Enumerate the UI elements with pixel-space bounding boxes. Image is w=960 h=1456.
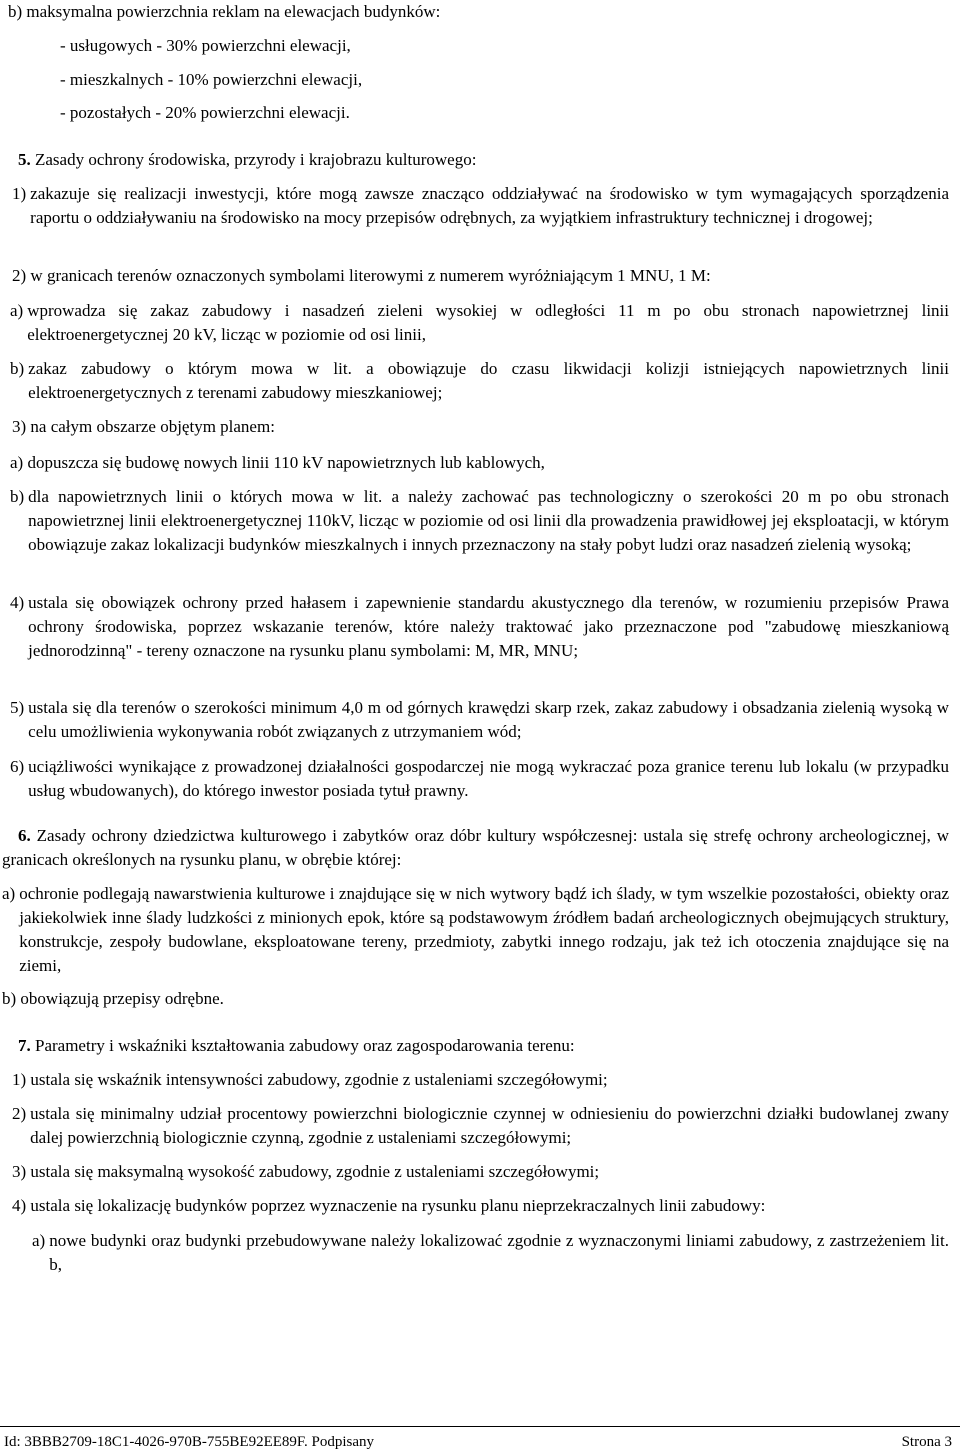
list-item: - pozostałych - 20% powierzchni elewacji. xyxy=(60,103,350,122)
item-letter: a) xyxy=(2,884,16,903)
paragraph xyxy=(10,591,949,663)
footer-divider xyxy=(0,1426,960,1427)
paragraph xyxy=(10,485,949,557)
paragraph-text: ustala się minimalny udział procentowy powierzchni biologicznie czynnej w odniesieniu do powierzchni działki budowlanej zwany dalej powierzchnią biologicznie czynną, zgodnie z ustaleniami szczegółowymi; xyxy=(30,1104,949,1147)
section-number: 5. xyxy=(18,150,31,169)
paragraph: 3) ustala się maksymalną wysokość zabudowy, zgodnie z ustaleniami szczegółowymi; xyxy=(12,1162,600,1181)
paragraph-number: 5) xyxy=(10,698,25,717)
paragraph: 4) ustala się lokalizację budynków poprzez wyznaczenie na rysunku planu nieprzekraczalnych linii zabudowy: xyxy=(12,1196,766,1215)
paragraph-text: ustala się obowiązek ochrony przed hałasem i zapewnienie standardu akustycznego dla terenów, w rozumieniu przepisów Prawa ochrony środowiska, poprzez wskazanie terenów, które należy traktować jako przeznaczone pod "zabudowę mieszkaniową jednorodzinną" - tereny oznaczone na rysunku planu symbolami: M, MR, MNU; xyxy=(28,593,949,660)
item-text: ochronie podlegają nawarstwienia kulturowe i znajdujące się w nich wytwory bądź ich ślady, w tym wszelkie pozostałości, obiekty oraz jakiekolwiek inne ślady ludzkości z minionych epok, które są podstawowym źródłem badań archeologicznych obejmujących struktury, konstrukcje, zespoły budowlane, eksploatowane tereny, przedmioty, zabytki innego rodzaju, jak też ich otoczenia znajdujące się na ziemi, xyxy=(19,884,949,975)
item-letter: a) xyxy=(32,1231,46,1250)
paragraph xyxy=(10,299,949,347)
section-7-heading xyxy=(18,1034,575,1058)
paragraph xyxy=(2,882,949,978)
section-number: 7. xyxy=(18,1036,31,1055)
paragraph-text: uciążliwości wynikające z prowadzonej działalności gospodarczej nie mogą wykraczać poza granice terenu lub lokalu (w przypadku usług wbudowanych), do którego inwestor posiada tytuł prawny. xyxy=(28,757,949,800)
section-5-heading xyxy=(18,148,476,172)
section-b-heading: b) maksymalna powierzchnia reklam na elewacjach budynków: xyxy=(8,2,441,21)
paragraph-text: ustala się dla terenów o szerokości minimum 4,0 m od górnych krawędzi skarp rzek, zakaz zabudowy i obsadzania zielenią wysoką w celu umożliwienia wykonywania robót związanych z utrzymaniem wód; xyxy=(28,698,949,741)
paragraph xyxy=(10,357,949,405)
section-number: 6. xyxy=(18,826,31,845)
paragraph xyxy=(10,696,949,744)
section-title: Zasady ochrony środowiska, przyrody i krajobrazu kulturowego: xyxy=(35,150,477,169)
paragraph-number: 2) xyxy=(12,1104,27,1123)
item-letter: a) xyxy=(10,301,24,320)
paragraph: 3) na całym obszarze objętym planem: xyxy=(12,417,275,436)
list-item: - usługowych - 30% powierzchni elewacji, xyxy=(60,36,351,55)
page-number: Strona 3 xyxy=(901,1434,952,1450)
item-letter: b) xyxy=(10,487,25,506)
item-text: zakaz zabudowy o którym mowa w lit. a obowiązuje do czasu likwidacji kolizji istniejących napowietrznych linii elektroenergetycznych z terenami zabudowy mieszkaniowej; xyxy=(28,359,949,402)
item-text: dla napowietrznych linii o których mowa w lit. a należy zachować pas technologiczny o szerokości 20 m po obu stronach napowietrznej linii elektroenergetycznej 110kV, licząc w poziomie od osi linii dla prowadzenia prawidłowej jej eksploatacji, w którym obowiązuje zakaz lokalizacji budynków mieszkalnych i innych przeznaczony na stały pobyt ludzi oraz nasadzeń zielenią wysoką; xyxy=(28,487,949,554)
item-text: nowe budynki oraz budynki przebudowywane należy lokalizować zgodnie z wyznaczonymi liniami zabudowy, z zastrzeżeniem lit. b, xyxy=(49,1231,949,1274)
section-6-heading xyxy=(2,824,949,872)
list-item: - mieszkalnych - 10% powierzchni elewacji, xyxy=(60,70,363,89)
paragraph xyxy=(12,1102,949,1150)
footer-id: Id: 3BBB2709-18C1-4026-970B-755BE92EE89F. Podpisany xyxy=(4,1434,375,1450)
paragraph xyxy=(32,1229,949,1277)
paragraph-number: 4) xyxy=(10,593,25,612)
paragraph-text: zakazuje się realizacji inwestycji, które mogą zawsze znacząco oddziaływać na środowisko w tym wymagających sporządzenia raportu o oddziaływaniu na środowisko na mocy przepisów odrębnych, za wyjątkiem infrastruktury technicznej i drogowej; xyxy=(30,184,949,227)
paragraph: 1) ustala się wskaźnik intensywności zabudowy, zgodnie z ustaleniami szczegółowymi; xyxy=(12,1070,608,1089)
paragraph-number: 1) xyxy=(12,184,27,203)
paragraph: 2) w granicach terenów oznaczonych symbolami literowymi z numerem wyróżniającym 1 MNU, 1 M: xyxy=(12,266,711,285)
section-title: Parametry i wskaźniki kształtowania zabudowy oraz zagospodarowania terenu: xyxy=(35,1036,575,1055)
section-title: Zasady ochrony dziedzictwa kulturowego i zabytków oraz dóbr kultury współczesnej: ustala się strefę ochrony archeologicznej, w granicach określonych na rysunku planu, w obrębie której: xyxy=(2,826,949,869)
paragraph-number: 6) xyxy=(10,757,25,776)
paragraph: a) dopuszcza się budowę nowych linii 110 kV napowietrznych lub kablowych, xyxy=(10,453,545,472)
item-text: wprowadza się zakaz zabudowy i nasadzeń zieleni wysokiej w odległości 11 m po obu stronach napowietrznej linii elektroenergetycznej 20 kV, licząc w poziomie od osi linii, xyxy=(27,301,949,344)
paragraph xyxy=(12,182,949,230)
paragraph: b) obowiązują przepisy odrębne. xyxy=(2,989,224,1008)
item-letter: b) xyxy=(10,359,25,378)
paragraph xyxy=(10,755,949,803)
